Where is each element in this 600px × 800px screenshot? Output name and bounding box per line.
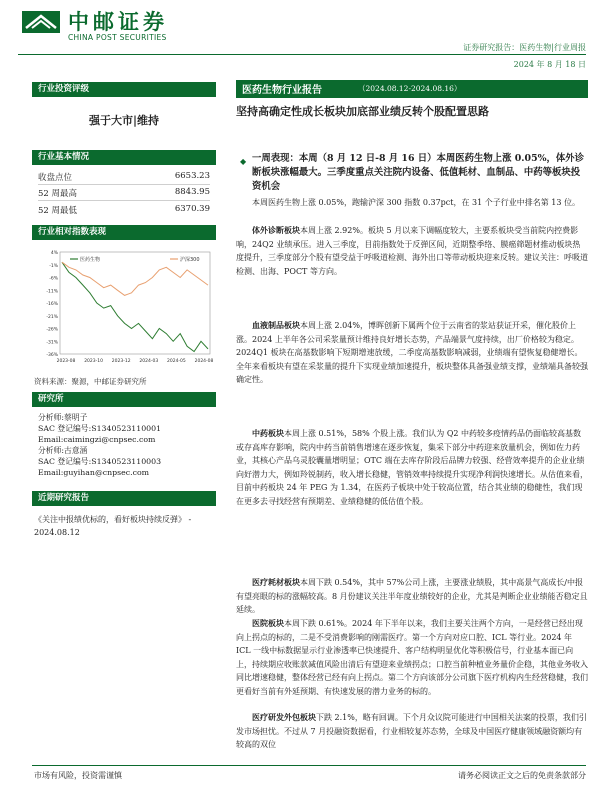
risk-note: 市场有风险，投资需谨慎 [34,771,122,780]
chart-heading: 行业相对指数表现 [32,225,216,240]
report-period: （2024.08.12-2024.08.16） [358,84,462,93]
chart-source: 资料来源：聚源，中邮证券研究所 [34,377,147,386]
basic-info-heading: 行业基本情况 [32,150,216,165]
paragraph-tcm: 中药板块本周上涨 0.51%，58% 个股上涨。我们认为 Q2 中药较多疫情药品仍面临较高基数或存高库存影响，院内中药当前销售增速在逐步恢复，集采下部分中药迎来放量机会，例如佐力药业，其核心产品乌灵胶囊量增明显；OTC 端在去库存阶段后品牌力较强、经营效率提升的企业业绩向好潜力大，例如羚锐制药，收入增长稳健，管销效率持续提升实现净利润快速增长。从估值来看，目前中药板块 24 年 PEG 为 1.34，在医药子板块中处于较高位置，结合其业绩的稳健性，我们现在更多去寻找经营有预期差、业绩稳健的低估值个股。 [236,428,588,506]
report-type: 医药生物行业报告 [242,85,322,96]
paragraph-cro: 医疗研发外包板块下跌 2.1%，略有回调。下个月众议院可能进行中国相关法案的投票，我们引发市场担忧。不过从 7 月投融资数据看，行业相较复苏态势，全球及中国医疗健康领域融资额均有较高的双位 [236,712,587,749]
bullet-icon: ◆ [240,157,247,166]
chart-frame [60,252,210,354]
recent-report-link[interactable]: 《关注中报绩优标的，看好板块持续反弹》 - 2024.08.12 [34,515,192,537]
y-tick-label: -6% [49,276,58,282]
analyst-2-sac: SAC 登记编号:S1340523110003 [38,457,162,466]
y-tick-label: -21% [46,314,58,320]
y-tick-label: -26% [46,327,58,333]
report-category: 证券研究报告：医药生物|行业周报 [463,43,586,52]
y-tick-label: -31% [46,340,58,346]
row-divider [38,200,210,201]
analyst-heading: 研究所 [32,392,216,407]
basic-row-high: 52 周最高 8843.95 [38,187,210,199]
report-date: 2024 年 8 月 18 日 [513,60,586,69]
analyst-1-sac: SAC 登记编号:S1340523110001 [38,424,162,433]
basic-row-close: 收盘点位 6653.23 [38,171,210,183]
analyst-2-email[interactable]: Email:guyihan@cnpsec.com [38,468,150,477]
disclaimer-note: 请务必阅读正文之后的免责条款部分 [458,771,586,780]
weekly-summary: 一周表现：本周（8 月 12 日-8 月 16 日）本周医药生物上涨 0.05%，体外诊断板块涨幅最大。三季度重点关注院内设备、低值耗材、血制品、中药等板块投资机会 [252,153,584,192]
x-tick-label: 2024-03 [139,359,159,364]
x-tick-label: 2023-08 [56,359,76,364]
paragraph-ivd: 体外诊断板块本周上涨 2.92%。板块 5 月以来下调幅度较大，主要系板块受当前院内控费影响，24Q2 业绩承压。进入三季度，目前指数处于反弹区间，近期整季络、膜癌筛题材推动板块热度提升，三季度部分个股有望受益于呼吸道检测、海外出口等带动板块迎来反转。建议关注：呼吸道检测、出海、POCT 等方向。 [236,225,588,276]
legend-label-pharma: 医药生物 [80,257,101,263]
logo-text: 中邮证券 [68,10,168,34]
y-tick-label: -36% [46,353,58,358]
legend-label-csi300: 沪深300 [180,257,200,263]
logo-emblem-icon [22,11,60,33]
x-tick-label: 2023-12 [111,359,131,364]
y-tick-label: -16% [46,302,58,307]
paragraph-overview: 本周医药生物上涨 0.05%，跑输沪深 300 指数 0.37pct，在 31 个子行业中排名第 13 位。 [252,198,581,207]
analyst-1-email[interactable]: Email:caimingzi@cnpsec.com [38,435,156,444]
headline: 坚持高确定性成长板块加底部业绩反转个股配置思路 [236,105,489,118]
relative-index-chart [34,246,214,372]
analyst-2: 分析师:古意涵 [38,446,88,455]
y-tick-label: 4% [50,251,58,256]
basic-row-low: 52 周最低 6370.39 [38,204,210,216]
paragraph-hospital: 医院板块本周下跌 0.61%。2024 年下半年以来，我们主要关注两个方向，一是经营已经出现向上拐点的标的，二是不受消费影响的刚需医疗。第一个方向对应口腔、ICL 等行业。2024 年 ICL 一线中标数据显示行业渗透率已快速提升、客户结构明显优化等积极信号，行业基本面已向上，持续期应收账款减值风险出清后有望迎来业绩拐点；口腔当前种植业务量价企稳，其他业务收入同比增速稳健，整体经营已经有向上拐点。第二个方向该部分公司旗下医疗机构内生经营稳健，我们更看好当前有外延预期、有快速发展的潜力业务的标的。 [236,618,588,696]
paragraph-consumables: 医疗耗材板块本周下跌 0.54%，其中 57%公司上涨，主要涨业绩股，其中高景气高成长/中报有望亮眼的标的涨幅较高。8 月份建议关注半年度业绩较好的企业，尤其是判断企业业绩能否稳定且延续。 [236,577,588,614]
footer-divider [32,765,586,766]
rating-value: 强于大市|维持 [88,114,159,127]
recent-reports-heading: 近期研究报告 [32,491,216,506]
y-tick-label: -1% [49,263,58,269]
series-line-csi300 [62,262,208,295]
x-tick-label: 2023-10 [84,359,104,364]
logo-subtitle: CHINA POST SECURITIES [68,33,167,42]
y-tick-label: -11% [46,289,58,295]
x-tick-label: 2024-08 [194,359,214,364]
row-divider [38,184,210,185]
rating-heading: 行业投资评级 [32,82,216,97]
analyst-1: 分析师:蔡明子 [38,413,88,422]
paragraph-blood-products: 血液制品板块本周上涨 2.04%，博晖创新下属两个位于云南省的浆站获证开采，催化股价上涨。2024 上半年各公司采浆量预计维持良好增长态势，产品端景气度持续，出厂价格较为稳定。2024Q1 板块在高基数影响下短期增速放缓，二季度高基数影响减弱，业绩端有望恢复稳健增长。全年来看板块有望在采浆量的提升下实现业绩加速提升，板块整体具备强业绩支撑，业绩端具备较强确定性。 [236,320,588,384]
x-tick-label: 2024-05 [166,359,186,364]
header-divider [18,54,586,55]
